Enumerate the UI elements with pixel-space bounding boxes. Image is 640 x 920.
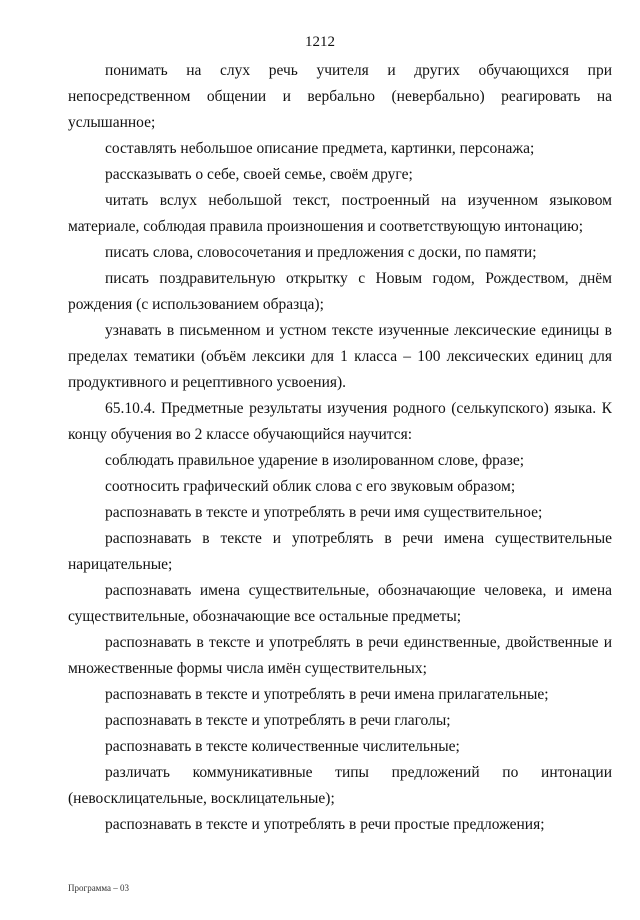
paragraph: писать слова, словосочетания и предложения с доски, по памяти;: [105, 244, 537, 261]
paragraph: понимать на слух речь учителя и других обучающихся при непосредственном общении и вербально (невербально) реагировать на услышанное;: [68, 62, 612, 131]
paragraph: распознавать в тексте и употреблять в речи имена прилагательные;: [105, 686, 549, 703]
paragraph: распознавать в тексте и употреблять в речи имена существительные нарицательные;: [68, 530, 612, 573]
paragraph: распознавать в тексте и употреблять в речи глаголы;: [105, 712, 451, 729]
paragraph: различать коммуникативные типы предложений по интонации (невосклицательные, восклицательные);: [68, 764, 612, 807]
paragraph: распознавать имена существительные, обозначающие человека, и имена существительные, обозначающие все остальные предметы;: [68, 582, 612, 625]
paragraph: узнавать в письменном и устном тексте изученные лексические единицы в пределах тематики (объём лексики для 1 класса – 100 лексических единиц для продуктивного и рецептивного усвоения).: [68, 322, 612, 391]
page-number: 1212: [305, 34, 335, 50]
paragraph: соблюдать правильное ударение в изолированном слове, фразе;: [105, 452, 525, 469]
paragraph: составлять небольшое описание предмета, картинки, персонажа;: [105, 140, 535, 157]
document-body: [68, 58, 612, 838]
paragraph: читать вслух небольшой текст, построенный на изученном языковом материале, соблюдая правила произношения и соответствующую интонацию;: [68, 192, 612, 235]
paragraph: распознавать в тексте и употреблять в речи простые предложения;: [105, 816, 545, 833]
paragraph: распознавать в тексте и употреблять в речи имя существительное;: [105, 504, 543, 521]
paragraph: писать поздравительную открытку с Новым годом, Рождеством, днём рождения (с использованием образца);: [68, 270, 612, 313]
section-paragraph: 65.10.4. Предметные результаты изучения родного (селькупского) языка. К концу обучения во 2 классе обучающийся научится:: [68, 400, 612, 443]
paragraph: распознавать в тексте и употреблять в речи единственные, двойственные и множественные формы числа имён существительных;: [68, 634, 612, 677]
paragraph: рассказывать о себе, своей семье, своём друге;: [105, 166, 413, 183]
paragraph: соотносить графический облик слова с его звуковым образом;: [105, 478, 516, 495]
page-footer: Программа – 03: [68, 883, 130, 893]
paragraph: распознавать в тексте количественные числительные;: [105, 738, 460, 755]
